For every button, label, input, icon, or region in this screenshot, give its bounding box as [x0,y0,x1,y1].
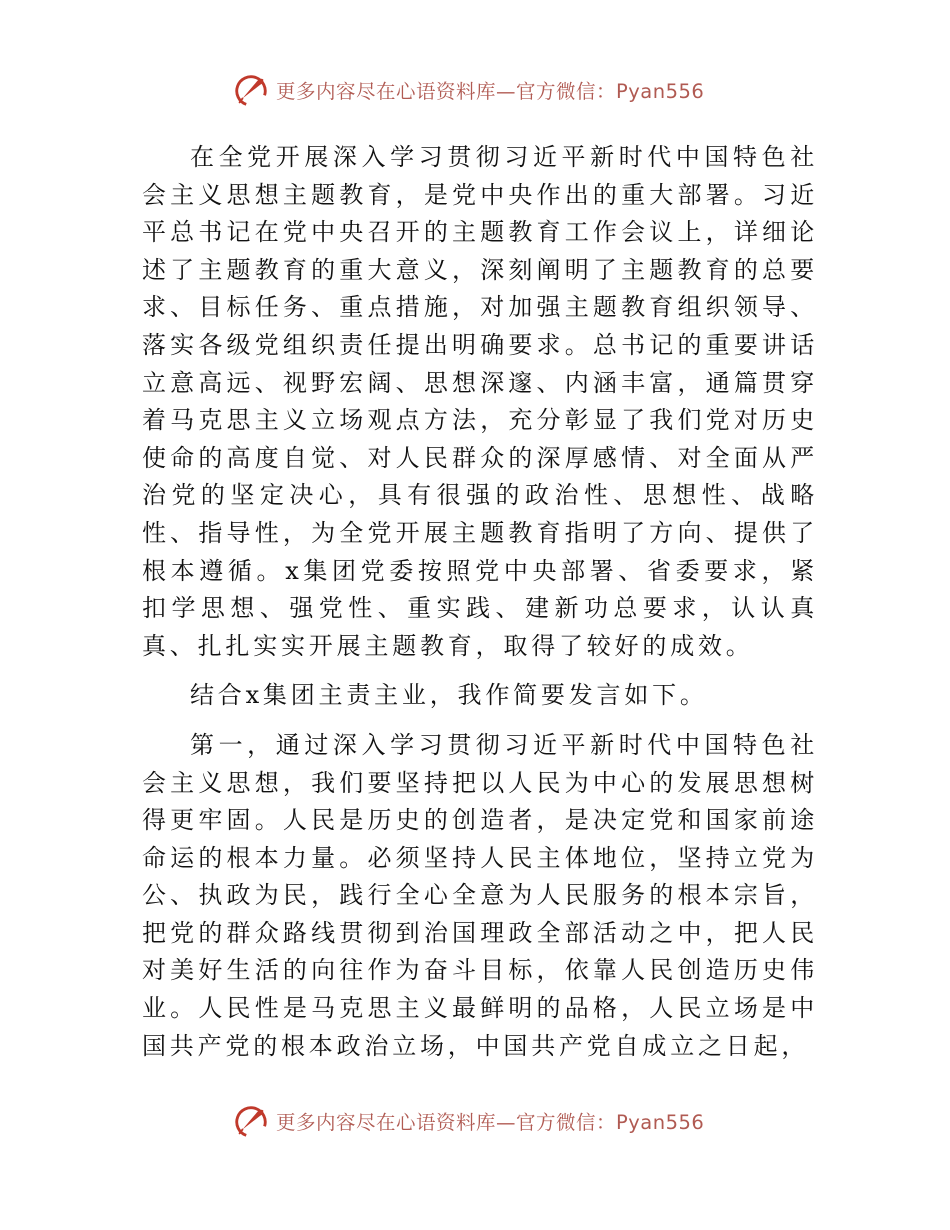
paragraph-2: 结合x集团主责主业，我作简要发言如下。 [190,681,708,710]
header-banner [232,70,704,110]
quill-logo-icon [232,1102,270,1140]
footer-banner [232,1101,704,1141]
banner-text: 更多内容尽在心语资料库—官方微信：Pyan556 [276,80,705,103]
paragraph-3: 第一，通过深入学习贯彻习近平新时代中国特色社会主义思想，我们要坚持把以人民为中心的发展思想树得更牢固。人民是历史的创造者，是决定党和国家前途命运的根本力量。必须坚持人民主体地位，坚持立党为公、执政为民，践行全心全意为人民服务的根本宗旨，把党的群众路线贯彻到治国理政全部活动之中，把人民对美好生活的向往作为奋斗目标，依靠人民创造历史伟业。人民性是马克思主义最鲜明的品格，人民立场是中国共产党的根本政治立场，中国共产党自成立之日起， [142,730,818,1060]
quill-logo-icon [232,71,270,109]
paragraph-1: 在全党开展深入学习贯彻习近平新时代中国特色社会主义思想主题教育，是党中央作出的重大部署。习近平总书记在党中央召开的主题教育工作会议上，详细论述了主题教育的重大意义，深刻阐明了主题教育的总要求、目标任务、重点措施，对加强主题教育组织领导、落实各级党组织责任提出明确要求。总书记的重要讲话立意高远、视野宏阔、思想深邃、内涵丰富，通篇贯穿着马克思主义立场观点方法，充分彰显了我们党对历史使命的高度自觉、对人民群众的深厚感情、对全面从严治党的坚定决心，具有很强的政治性、思想性、战略性、指导性，为全党开展主题教育指明了方向、提供了根本遵循。x集团党委按照党中央部署、省委要求，紧扣学思想、强党性、重实践、建新功总要求，认认真真、扎扎实实开展主题教育，取得了较好的成效。 [142,143,818,660]
banner-text: 更多内容尽在心语资料库—官方微信：Pyan556 [276,1111,705,1134]
document-body [142,139,818,1077]
